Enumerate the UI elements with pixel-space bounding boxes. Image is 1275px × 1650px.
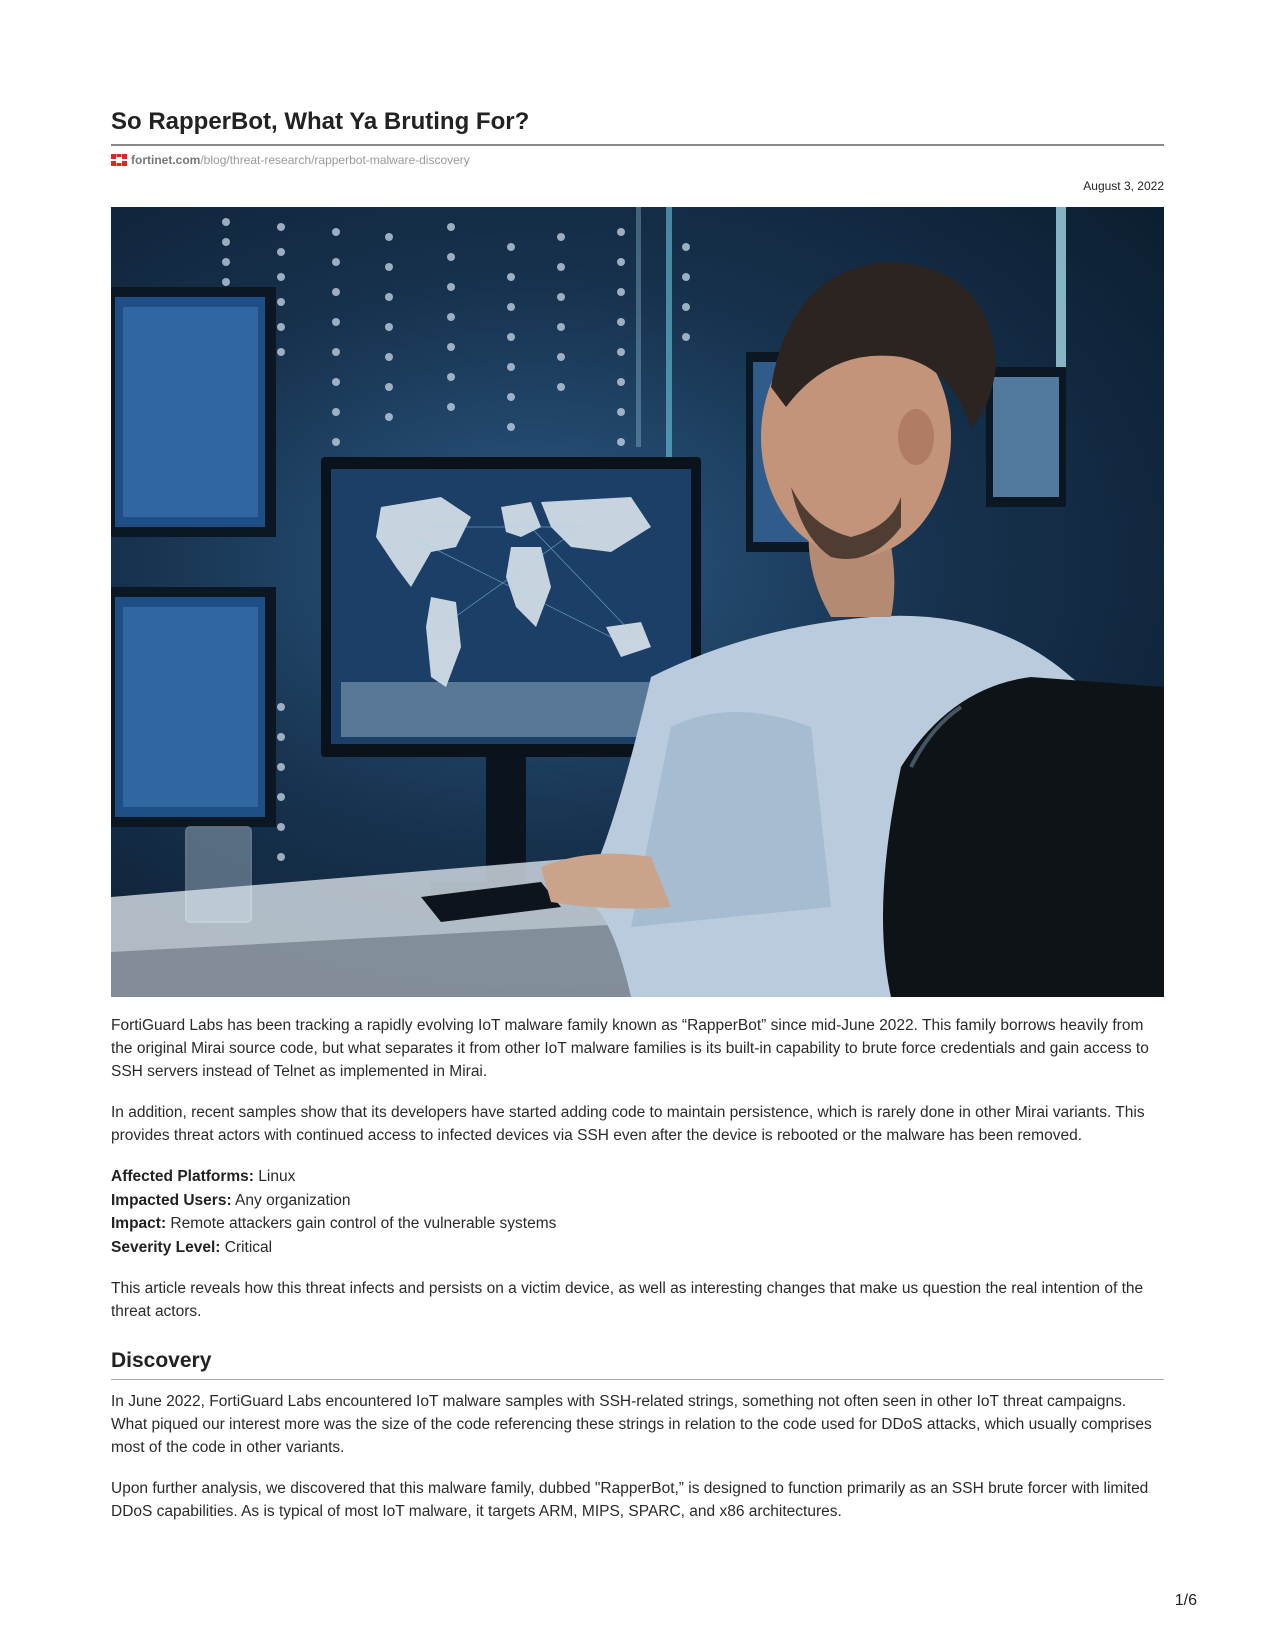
page-title: So RapperBot, What Ya Bruting For? (111, 108, 1164, 146)
publish-date: August 3, 2022 (1083, 179, 1164, 193)
source-path: /blog/threat-research/rapperbot-malware-discovery (200, 153, 470, 167)
intro-paragraph: FortiGuard Labs has been tracking a rapidly evolving IoT malware family known as “RapperBot” since mid-June 2022. This family borrows heavily from the original Mirai source code, but what separates it from other IoT malware families is its built-in capability to brute force credentials and gain access to SSH servers instead of Telnet as implemented in Mirai. (111, 1017, 1149, 1080)
hero-illustration (111, 207, 1164, 997)
fact-impact: Impact: Remote attackers gain control of the vulnerable systems (111, 1215, 557, 1232)
source-domain: fortinet.com (131, 153, 201, 167)
fact-impacted-users: Impacted Users: Any organization (111, 1191, 351, 1209)
page-number: 1/6 (1174, 1592, 1197, 1609)
paragraph-discovery-2: Upon further analysis, we discovered that this malware family, dubbed "RapperBot,” is designed to function primarily as an SSH brute forcer with limited DDoS capabilities. As is typical of most IoT malware, it targets ARM, MIPS, SPARC, and x86 architectures. (111, 1480, 1149, 1520)
section-heading-discovery: Discovery (111, 1349, 1164, 1380)
fortinet-logo-icon (111, 154, 127, 166)
fact-severity-level: Severity Level: Critical (111, 1238, 273, 1256)
source-link[interactable] (111, 153, 1164, 167)
article (111, 108, 1164, 1523)
paragraph-persistence: In addition, recent samples show that its developers have started adding code to maintain persistence, which is rarely done in other Mirai variants. This provides threat actors with continued access to infected devices via SSH even after the device is rebooted or the malware has been removed. (111, 1104, 1145, 1144)
hero-image (111, 207, 1164, 997)
paragraph-discovery-1: In June 2022, FortiGuard Labs encountered IoT malware samples with SSH-related strings, something not often seen in other IoT threat campaigns. What piqued our interest more was the size of the code referencing these strings in relation to the code used for DDoS attacks, which usually comprises most of the code in other variants. (111, 1393, 1152, 1456)
fact-affected-platforms: Affected Platforms: Linux (111, 1168, 296, 1185)
paragraph-article-overview: This article reveals how this threat infects and persists on a victim device, as well as interesting changes that make us question the real intention of the threat actors. (111, 1280, 1144, 1320)
threat-summary (111, 1165, 1164, 1259)
